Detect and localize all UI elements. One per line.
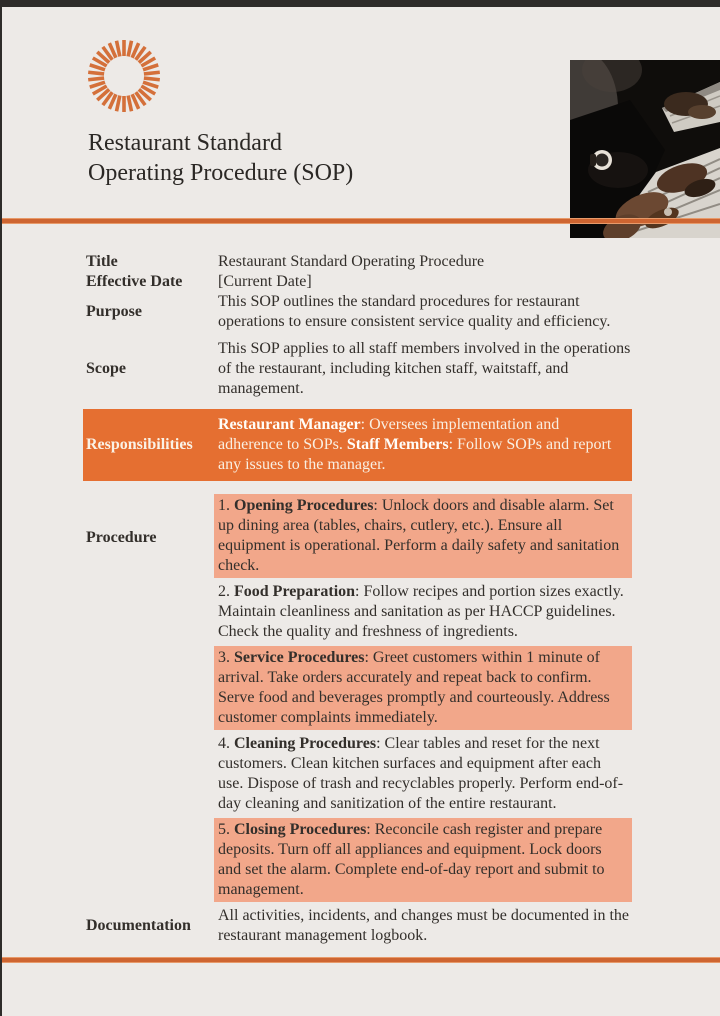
table-row-procedure	[86, 494, 632, 904]
page-border-top	[0, 0, 720, 7]
row-label-effective-date: Effective Date	[86, 273, 183, 290]
page-title	[88, 128, 518, 188]
procedure-item-cleaning	[214, 732, 632, 816]
table-row-documentation	[86, 906, 632, 946]
procedure-item-heading: Closing Procedures	[234, 821, 367, 838]
responsibilities-bold-staff: Staff Members	[346, 436, 449, 453]
row-value-effective-date: [Current Date]	[218, 273, 312, 290]
page-border-left	[0, 0, 2, 1016]
responsibilities-text-2: : Follow SOPs and report any issues to the manager.	[218, 436, 612, 473]
procedure-item-heading: Service Procedures	[234, 649, 365, 666]
table-row-purpose	[86, 292, 632, 332]
row-value-title: Restaurant Standard Operating Procedure	[218, 253, 485, 270]
header-divider-line	[0, 219, 720, 223]
row-value-purpose: This SOP outlines the standard procedures for restaurant operations to ensure consistent service quality and efficiency.	[218, 293, 611, 330]
row-value-responsibilities	[218, 415, 626, 475]
procedure-item-text: : Follow recipes and portion sizes exactly. Maintain cleanliness and sanitation as per HACCP guidelines. Check the quality and freshness of ingredients.	[218, 583, 624, 640]
page-title-line1: Restaurant Standard	[88, 130, 282, 156]
procedure-item-number: 5.	[218, 821, 234, 838]
procedure-item-text: : Reconcile cash register and prepare deposits. Turn off all appliances and equipment. Lock doors and set the alarm. Complete end-of-day report and submit to management.	[218, 821, 605, 898]
table-row-responsibilities	[83, 409, 632, 481]
procedure-item-text: : Clear tables and reset for the next customers. Clean kitchen surfaces and equipment after each use. Dispose of trash and recyclables properly. Perform end-of-day cleaning and sanitization of the entire restaurant.	[218, 735, 624, 812]
procedure-item-heading: Cleaning Procedures	[234, 735, 377, 752]
procedure-item-number: 1.	[218, 497, 234, 514]
sop-table	[86, 252, 632, 946]
row-label-responsibilities: Responsibilities	[86, 436, 193, 453]
sunburst-logo-icon	[84, 36, 164, 116]
procedure-item-number: 2.	[218, 583, 234, 600]
procedure-item-food-preparation	[214, 580, 632, 644]
procedure-item-text: : Unlock doors and disable alarm. Set up dining area (tables, chairs, cutlery, etc.). Ensure all equipment is operational. Perform a daily safety and sanitation check.	[218, 497, 620, 574]
page-title-line2: Operating Procedure (SOP)	[88, 160, 354, 186]
table-row-effective-date	[86, 272, 632, 292]
row-label-procedure: Procedure	[86, 529, 157, 546]
procedure-item-heading: Food Preparation	[234, 583, 356, 600]
procedure-item-service	[214, 646, 632, 730]
responsibilities-text-1: : Oversees implementation and adherence to SOPs.	[218, 416, 560, 453]
procedure-items	[218, 494, 632, 904]
row-label-title: Title	[86, 253, 118, 270]
procedure-item-opening	[214, 494, 632, 578]
procedure-item-number: 3.	[218, 649, 234, 666]
procedure-item-heading: Opening Procedures	[234, 497, 374, 514]
row-value-scope: This SOP applies to all staff members involved in the operations of the restaurant, including kitchen staff, waitstaff, and management.	[218, 340, 631, 397]
responsibilities-bold-manager: Restaurant Manager	[218, 416, 361, 433]
row-label-scope: Scope	[86, 360, 126, 377]
footer-divider-line	[0, 958, 720, 962]
procedure-item-closing	[214, 818, 632, 902]
row-label-documentation: Documentation	[86, 917, 191, 934]
procedure-item-number: 4.	[218, 735, 234, 752]
procedure-item-text: : Greet customers within 1 minute of arrival. Take orders accurately and repeat back to confirm. Serve food and beverages promptly and courteously. Address customer complaints immediately.	[218, 649, 610, 726]
row-label-purpose: Purpose	[86, 303, 142, 320]
row-value-documentation: All activities, incidents, and changes must be documented in the restaurant management logbook.	[218, 907, 630, 944]
table-row-title	[86, 252, 632, 272]
table-row-scope	[86, 339, 632, 399]
hands-typing-photo	[570, 60, 720, 238]
